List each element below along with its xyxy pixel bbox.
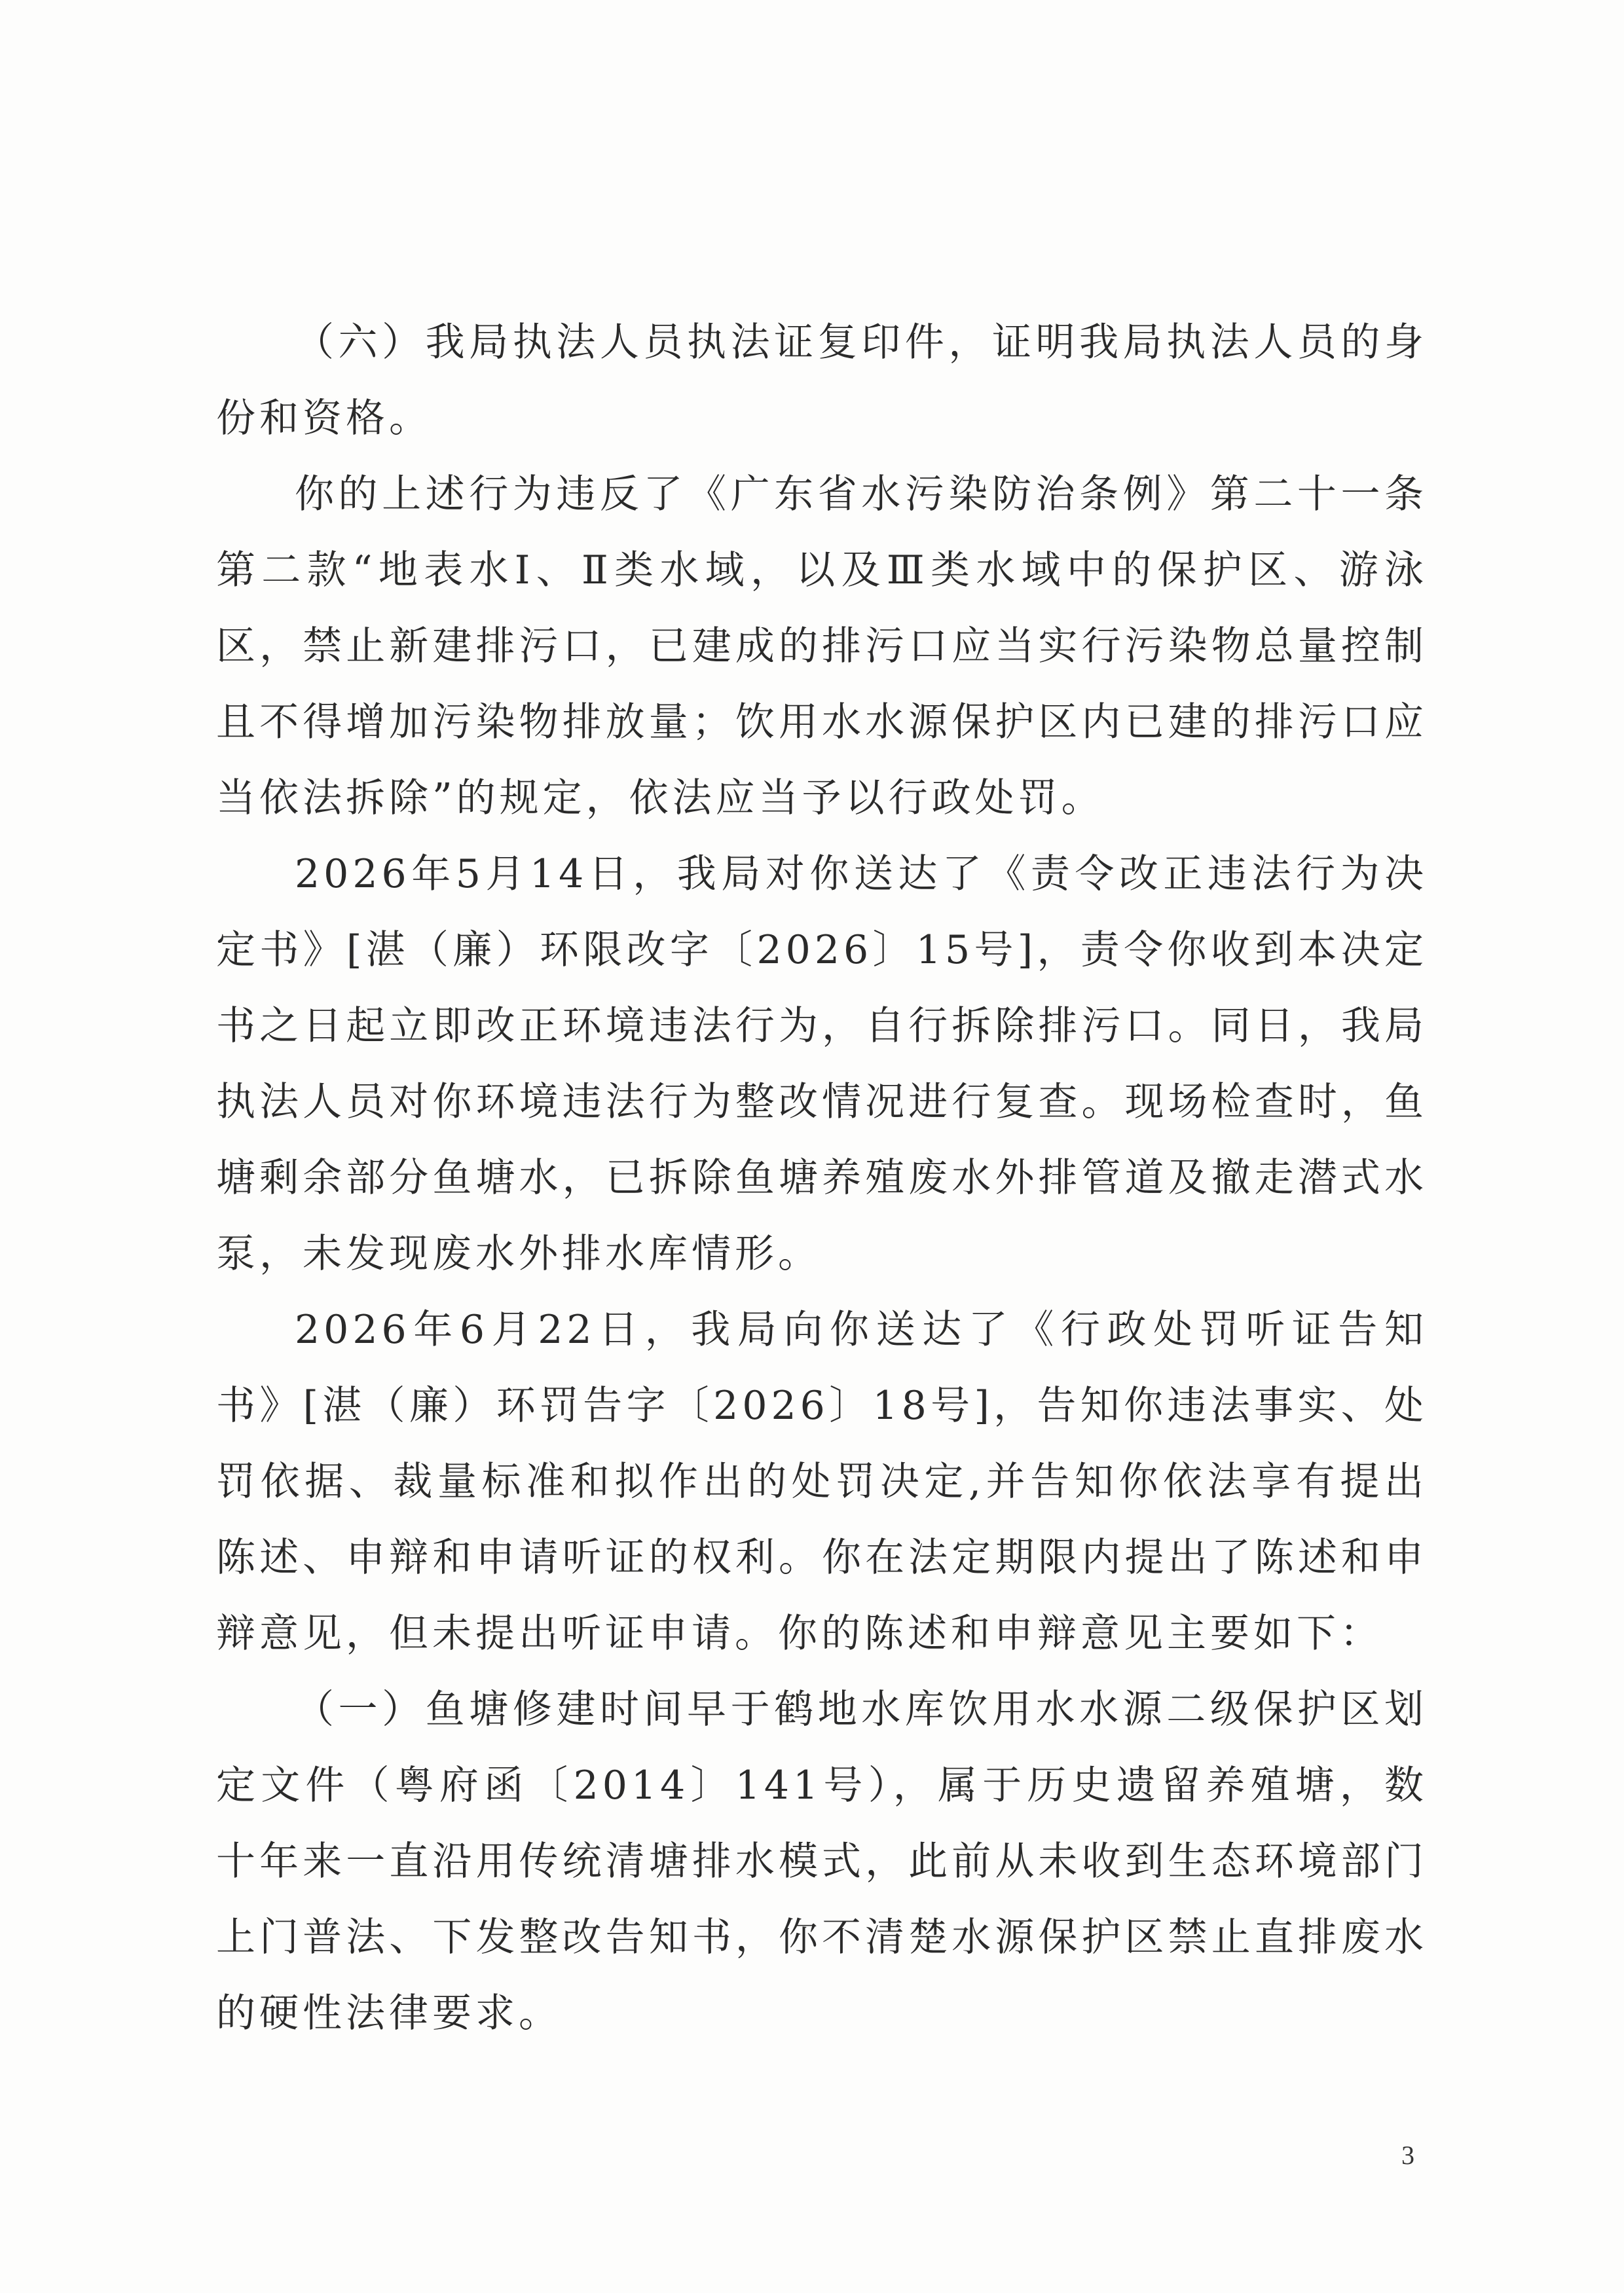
paragraph-statement-one: （一）鱼塘修建时间早于鹤地水库饮用水水源二级保护区划定文件（粤府函〔2014〕141号），属于历史遗留养殖塘，数十年来一直沿用传统清塘排水模式，此前从未收到生态环境部门上门普法、下发整改告知书，你不清楚水源保护区禁止直排废水的硬性法律要求。 (216, 1687, 1428, 2036)
paragraph-violation-basis: 你的上述行为违反了《广东省水污染防治条例》第二十一条第二款“地表水Ⅰ、Ⅱ类水域，以及Ⅲ类水域中的保护区、游泳区，禁止新建排污口，已建成的排污口应当实行污染物总量控制且不得增加污染物排放量；饮用水水源保护区内已建的排污口应当依法拆除”的规定，依法应当予以行政处罚。 (216, 471, 1428, 821)
paragraph-correction-order: 2026年5月14日，我局对你送达了《责令改正违法行为决定书》[湛（廉）环限改字〔2026〕15号]，责令你收到本决定书之日起立即改正环境违法行为，自行拆除排污口。同日，我局执法人员对你环境违法行为整改情况进行复查。现场检查时，鱼塘剩余部分鱼塘水，已拆除鱼塘养殖废水外排管道及撤走潜式水泵，未发现废水外排水库情形。 (216, 851, 1428, 1277)
paragraph-hearing-notice: 2026年6月22日，我局向你送达了《行政处罚听证告知书》[湛（廉）环罚告字〔2026〕18号]，告知你违法事实、处罚依据、裁量标准和拟作出的处罚决定,并告知你依法享有提出陈述、申辩和申请听证的权利。你在法定期限内提出了陈述和申辩意见，但未提出听证申请。你的陈述和申辩意见主要如下： (216, 1307, 1428, 1657)
document-body (216, 304, 1428, 2051)
paragraph-evidence-six: （六）我局执法人员执法证复印件，证明我局执法人员的身份和资格。 (216, 320, 1428, 441)
page-number: 3 (1401, 2140, 1414, 2170)
